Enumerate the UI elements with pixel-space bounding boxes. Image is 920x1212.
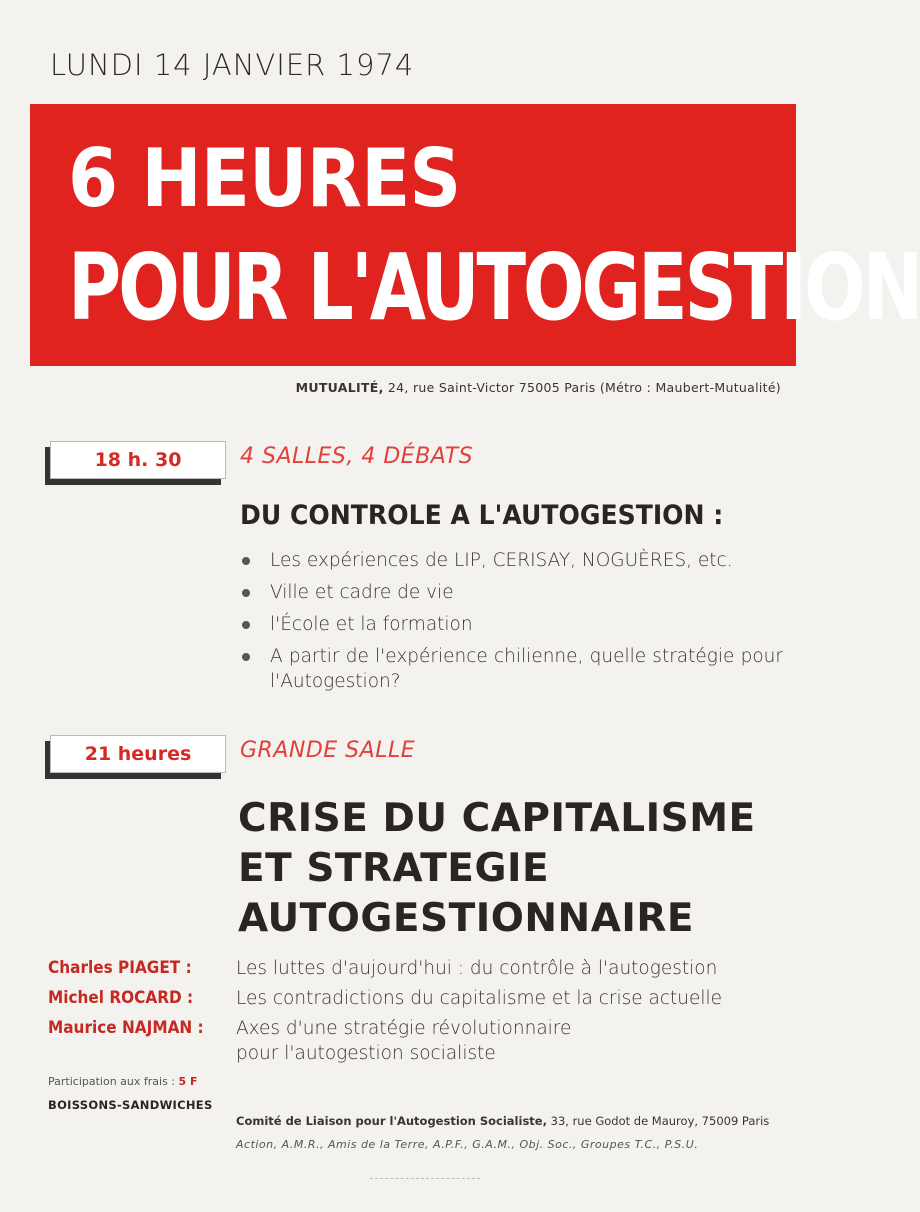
organizer-name: Comité de Liaison pour l'Autogestion Socialiste, — [236, 1114, 547, 1128]
list-item: Les expériences de LIP, CERISAY, NOGUÈRES, etc. — [238, 548, 783, 573]
speaker-topic: Les contradictions du capitalisme et la crise actuelle — [236, 988, 723, 1009]
session1-time: 18 h. 30 — [94, 449, 182, 471]
organizer-line — [236, 1114, 769, 1128]
session1-topics — [238, 548, 783, 701]
session1-header: 4 SALLES, 4 DÉBATS — [240, 444, 474, 469]
list-item: l'École et la formation — [238, 612, 783, 637]
participation-fee — [48, 1075, 198, 1088]
session2-title-line-3: AUTOGESTIONNAIRE — [238, 896, 695, 941]
session2-time-box — [50, 735, 226, 773]
speaker-topic: Axes d'une stratégie révolutionnaire — [236, 1018, 572, 1039]
refreshments-note: BOISSONS-SANDWICHES — [48, 1098, 213, 1112]
venue-address: 24, rue Saint-Victor 75005 Paris (Métro : Maubert-Mutualité) — [383, 380, 781, 395]
session2-title — [238, 794, 798, 944]
bullet-icon — [242, 653, 250, 661]
session1-title: DU CONTROLE A L'AUTOGESTION : — [240, 500, 724, 531]
speaker-topic-continued: pour l'autogestion socialiste — [236, 1043, 496, 1064]
venue-line — [296, 380, 781, 395]
session2-title-line-2: ET STRATEGIE — [238, 846, 550, 891]
speaker-name: Maurice NAJMAN : — [48, 1018, 204, 1038]
session2-header: GRANDE SALLE — [240, 738, 416, 763]
speaker-name: Charles PIAGET : — [48, 958, 192, 978]
title-banner — [30, 104, 920, 366]
bullet-icon — [242, 557, 250, 565]
bullet-icon — [242, 621, 250, 629]
speaker-topic: Les luttes d'aujourd'hui : du contrôle à l'autogestion — [236, 958, 718, 979]
session1-time-box — [50, 441, 226, 479]
banner-line-2: POUR L'AUTOGESTION — [68, 234, 920, 341]
session2-title-line-1: CRISE DU CAPITALISME — [238, 796, 756, 841]
participation-label: Participation aux frais : — [48, 1075, 176, 1088]
bullet-icon — [242, 589, 250, 597]
supporting-organisations: Action, A.M.R., Amis de la Terre, A.P.F., G.A.M., Obj. Soc., Groupes T.C., P.S.U. — [236, 1138, 699, 1151]
speaker-name: Michel ROCARD : — [48, 988, 194, 1008]
list-item: A partir de l'expérience chilienne, quelle stratégie pour l'Autogestion? — [238, 644, 783, 694]
participation-value: 5 F — [178, 1075, 198, 1088]
event-date: LUNDI 14 JANVIER 1974 — [50, 48, 415, 82]
session2-time: 21 heures — [84, 743, 192, 765]
organizer-address: 33, rue Godot de Mauroy, 75009 Paris — [546, 1114, 770, 1128]
list-item: Ville et cadre de vie — [238, 580, 783, 605]
banner-line-1: 6 HEURES — [68, 132, 461, 225]
divider — [370, 1178, 480, 1179]
venue-name: MUTUALITÉ, — [295, 380, 384, 395]
